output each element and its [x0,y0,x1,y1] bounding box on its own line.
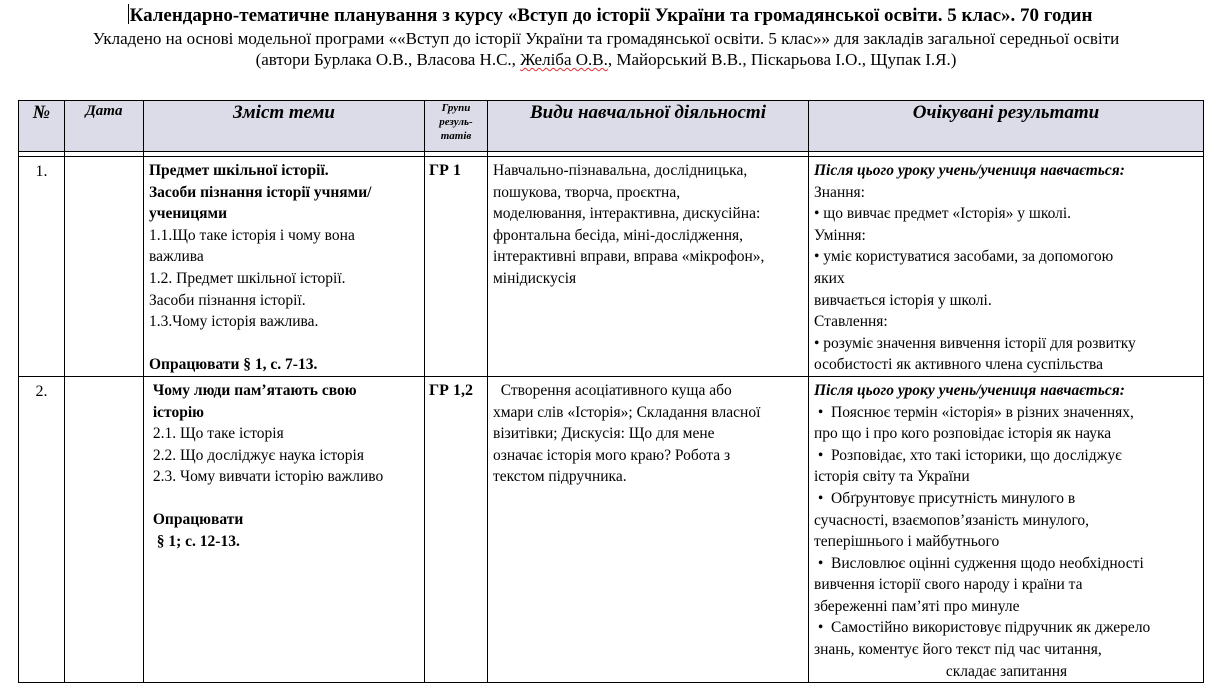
row-group: ГР 1 [425,157,488,377]
result-line: • уміє користуватися засобами, за допомогою [814,248,1114,266]
row-activities [488,157,809,377]
result-line: • Самостійно використовує підручник як джерело [814,619,1151,637]
groups-header-line: Групи [441,102,471,114]
authors-prefix: (автори [255,50,314,69]
result-line: вивчається історія у школі. [814,291,992,309]
row-results [809,157,1204,377]
author-name: Бурлака О.В. [313,50,409,69]
groups-header-line: резуль- [439,116,473,128]
topic-item: 2.2. Що досліджує наука історія [149,446,364,464]
topic-item: важлива [149,248,204,266]
result-line: яких [814,269,845,287]
author-name: Власова Н.С. [416,50,512,69]
result-line: • Пояснює термін «історія» в різних значеннях, [814,403,1134,421]
result-line: • Обґрунтовує присутність минулого в [814,489,1076,507]
result-line: збереженні пам’яті про минуле [814,597,1020,615]
result-line: • що вивчає предмет «Історія» у школі. [814,205,1072,223]
results-intro: Після цього уроку учень/учениця навчається: [814,381,1125,399]
topic-title: Засоби пізнання історії учнями/ [149,183,372,201]
activity-line: хмари слів «Історія»; Складання власної [493,403,761,421]
result-line: сучасності, взаємопов’язаність минулого, [814,511,1090,529]
author-name: Желіба О.В. [520,50,608,69]
result-line: • Розповідає, хто такі історики, що досліджує [814,446,1122,464]
column-header-activities: Види навчальної діяльності [488,101,809,152]
activity-line: інтерактивні вправи, вправа «мікрофон», [493,248,765,266]
activity-line: пошукова, творча, проєктна, [493,183,681,201]
topic-title: Предмет шкільної історії. [149,162,329,179]
result-line: про що і про кого розповідає історія як наука [814,425,1112,443]
activity-line: мінідискусія [493,269,577,287]
result-line: історія світу та України [814,468,970,486]
activity-line: Створення асоціативного куща або [493,381,732,399]
activity-line: візитівки; Дискусія: Що для мене [493,425,715,443]
topic-title: ученицями [149,205,228,223]
topic-item: 1.3.Чому історія важлива. [149,313,319,331]
authors-suffix: ) [950,50,957,69]
topic-item: 1.1.Що таке історія і чому вона [149,226,355,244]
result-line: • розуміє значення вивчення історії для розвитку [814,334,1136,352]
result-line: • Висловлює оцінні судження щодо необхідності [814,554,1144,572]
topic-title: Чому люди пам’ятають свою [149,381,357,399]
topic-item: Засоби пізнання історії. [149,291,306,309]
column-header-date: Дата [65,101,144,152]
result-line: теперішнього і майбутнього [814,533,1000,551]
planning-table [18,100,1204,683]
table-row [19,376,1204,682]
topic-title: історію [149,403,204,421]
table-row [19,157,1204,377]
groups-header-line: татів [440,130,472,142]
author-name: Щупак І.Я. [870,50,951,69]
row-date [65,157,144,377]
row-number: 1. [19,157,65,377]
activity-line: моделювання, інтерактивна, дискусійна: [493,205,761,223]
text-cursor [128,4,129,24]
table-header-row [19,101,1204,152]
document-header [0,4,1212,70]
row-results [809,376,1204,682]
result-line: складає запитання [945,662,1068,680]
row-date [65,376,144,682]
document-title[interactable] [8,4,1212,28]
topic-item: 2.1. Що таке історія [149,425,284,443]
results-intro: Після цього уроку учень/учениця навчається: [814,162,1125,179]
result-line: особистості як активного члена суспільства [814,356,1103,374]
result-line: Знання: [814,183,865,201]
row-topic [144,157,425,377]
homework: Опрацювати § 1, с. 7-13. [149,355,318,373]
column-header-topic: Зміст теми [144,101,425,152]
activity-line: Навчально-пізнавальна, дослідницька, [493,162,748,179]
topic-item: 2.3. Чому вивчати історію важливо [149,468,384,486]
topic-item: 1.2. Предмет шкільної історії. [149,269,346,287]
result-line: Уміння: [814,226,866,244]
homework: § 1; с. 12-13. [149,532,240,550]
result-line: знань, коментує його текст під час читання, [814,641,1102,659]
column-header-groups [425,101,488,152]
author-name: Піскарьова І.О. [750,50,862,69]
row-number: 2. [19,376,65,682]
activity-line: фронтальна бесіда, міні-дослідження, [493,226,744,244]
column-header-number: № [19,101,65,152]
row-topic [144,376,425,682]
row-group: ГР 1,2 [425,376,488,682]
row-activities [488,376,809,682]
result-line: Ставлення: [814,313,888,331]
document-subtitle-line-1: Укладено на основі модельної програми ««Вступ до історії України та громадянської освіти. 5 клас»» для закладів загальної середньої освіти [92,29,1120,48]
activity-line: означає історія мого краю? Робота з [493,446,731,464]
document-subtitle-line-2: (автори Бурлака О.В., Власова Н.С., Желіба О.В., Майорський В.В., Піскарьова І.О., Щупак І.Я.) [255,50,957,69]
result-line: вивчення історії свого народу і країни та [814,576,1083,594]
column-header-results: Очікувані результати [809,101,1204,152]
homework: Опрацювати [149,510,244,528]
author-name: Майорський В.В. [616,50,743,69]
document-title-text: Календарно-тематичне планування з курсу «Вступ до історії України та громадянської освіти. 5 клас». 70 годин [129,5,1093,26]
activity-line: текстом підручника. [493,468,627,486]
